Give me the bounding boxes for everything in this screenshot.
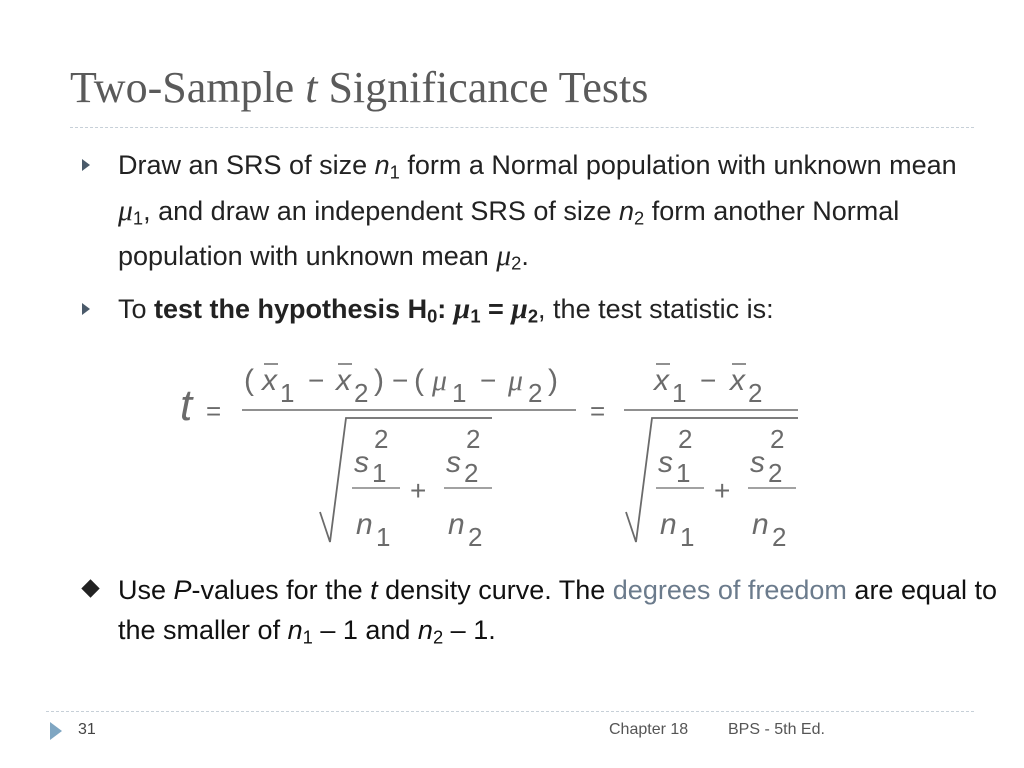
title-part-b: Significance Tests	[317, 63, 649, 112]
bullet-text: , and draw an independent SRS of size	[143, 195, 619, 226]
var-mu: μ	[511, 292, 528, 325]
bold-text: test the hypothesis H	[154, 293, 428, 324]
degrees-of-freedom-term: degrees of freedom	[612, 575, 847, 605]
bullet-text: form a Normal population with unknown mean	[399, 150, 957, 180]
bullet-text: are equal to the smaller of	[118, 575, 998, 645]
bold-text: =	[480, 293, 512, 324]
subscript: 0	[427, 305, 438, 327]
formula-sub: 1	[680, 522, 695, 552]
page-number: 31	[78, 721, 96, 738]
formula-sub: 1	[672, 378, 687, 408]
formula-sub: 1	[372, 458, 387, 488]
formula-sub: 2	[354, 378, 369, 408]
bullet-text: – 1.	[443, 615, 496, 645]
var-n: n	[287, 615, 303, 645]
bullet-text: .	[521, 241, 529, 272]
formula-equals: =	[590, 396, 606, 426]
bullet-test-hypothesis	[80, 290, 960, 336]
var-mu: μ	[453, 292, 471, 325]
bullet-text: – 1 and	[312, 615, 418, 645]
formula-plus: +	[714, 475, 731, 506]
var-n: n	[417, 615, 433, 645]
var-P: P	[173, 575, 192, 605]
formula-n: n	[448, 508, 465, 541]
formula-n: n	[660, 508, 677, 541]
subscript: 1	[470, 305, 481, 327]
formula-lparen: (	[244, 364, 254, 397]
formula-sub: 1	[676, 458, 691, 488]
formula-t: t	[180, 381, 193, 430]
formula-mu: μ	[508, 364, 524, 397]
subscript: 2	[633, 207, 645, 229]
formula-sup: 2	[466, 424, 481, 454]
formula-rparen: )	[548, 364, 558, 397]
subscript: 2	[527, 305, 539, 327]
formula-sub: 2	[528, 378, 543, 408]
formula-s: s	[446, 446, 461, 479]
footer-edition: BPS - 5th Ed.	[728, 721, 825, 738]
var-n: n	[618, 195, 634, 226]
formula-minus: −	[308, 365, 325, 396]
subscript: 1	[389, 161, 400, 183]
bullet-draw-srs	[80, 146, 960, 283]
subscript: 2	[432, 626, 444, 648]
formula-sup: 2	[374, 424, 389, 454]
formula-s: s	[750, 446, 765, 479]
bullet-text: -values for the	[191, 575, 371, 605]
title-t: t	[305, 63, 318, 112]
footer-chapter: Chapter 18	[609, 721, 689, 738]
formula-plus: +	[410, 475, 427, 506]
formula-minus: −	[700, 365, 717, 396]
footer-divider	[46, 711, 974, 712]
bullet-list	[80, 146, 960, 335]
formula-sup: 2	[678, 424, 693, 454]
formula-x: x	[262, 364, 277, 397]
subscript: 1	[302, 626, 313, 648]
bullet-arrow-icon	[82, 303, 90, 315]
formula-minus: −	[392, 365, 409, 396]
bullet-text: , the test statistic is:	[538, 293, 774, 324]
formula-x: x	[336, 364, 351, 397]
formula-sub: 2	[768, 458, 783, 488]
diamond-bullet-icon	[81, 579, 99, 597]
formula-sub: 2	[748, 378, 763, 408]
var-n: n	[374, 150, 390, 180]
formula-x: x	[654, 364, 669, 397]
formula-sub: 1	[452, 378, 467, 408]
slide-title	[70, 62, 648, 113]
formula-equals: =	[206, 396, 222, 426]
bullet-text: Draw an SRS of size	[118, 150, 375, 180]
formula-sub: 1	[376, 522, 391, 552]
title-part-a: Two-Sample	[70, 63, 306, 112]
bullet-text: Use	[118, 575, 174, 605]
formula-mu: μ	[432, 364, 448, 397]
bullet-text: density curve. The	[377, 575, 613, 605]
formula-s: s	[658, 446, 673, 479]
formula-sub: 2	[468, 522, 483, 552]
var-t: t	[370, 575, 378, 605]
footer-arrow-icon	[50, 722, 62, 740]
bullet-arrow-icon	[82, 159, 90, 171]
formula-rparen: )	[374, 364, 384, 397]
var-mu: μ	[118, 194, 133, 227]
formula-sup: 2	[770, 424, 785, 454]
bullet-text: To	[118, 293, 155, 324]
formula-sub: 2	[772, 522, 787, 552]
formula-sub: 2	[464, 458, 479, 488]
bold-text: :	[437, 293, 454, 324]
t-statistic-formula	[170, 352, 810, 562]
formula-x: x	[730, 364, 745, 397]
formula-n: n	[356, 508, 373, 541]
formula-lparen: (	[414, 364, 424, 397]
subscript: 1	[132, 207, 144, 229]
formula-n: n	[752, 508, 769, 541]
formula-s: s	[354, 446, 369, 479]
title-divider	[70, 127, 974, 128]
subscript: 2	[511, 252, 522, 274]
var-mu: μ	[496, 240, 512, 273]
bullet-text: form another Normal population with unknown mean	[118, 195, 900, 272]
formula-minus: −	[480, 365, 497, 396]
formula-sub: 1	[280, 378, 295, 408]
bullet-p-values	[80, 570, 998, 658]
